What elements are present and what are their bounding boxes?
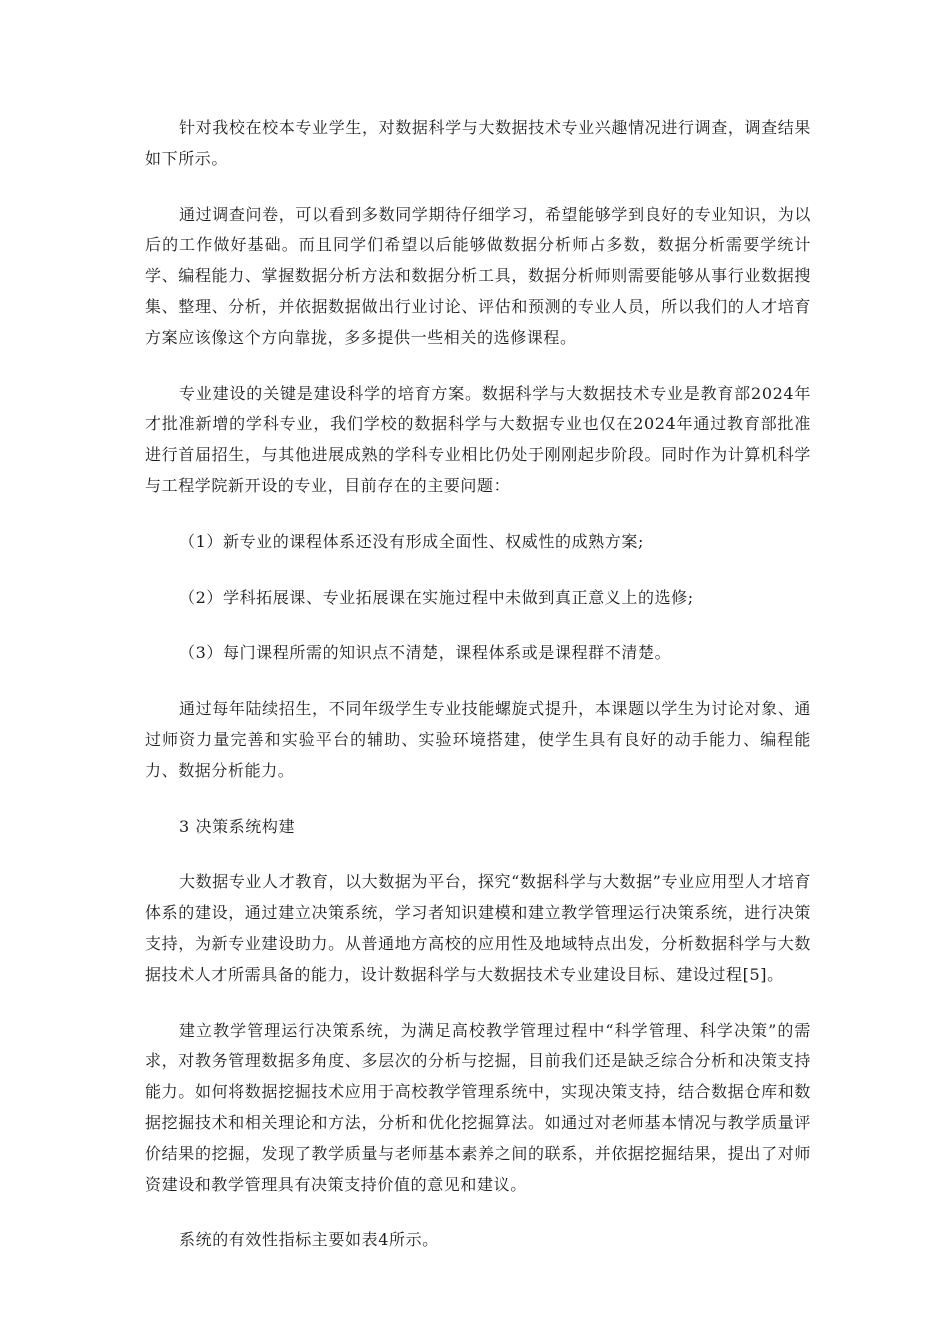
issue-item-1: （1）新专业的课程体系还没有形成全面性、权威性的成熟方案; — [179, 531, 644, 551]
paragraph-teaching-management: 建立教学管理运行决策系统，为满足高校教学管理过程中“科学管理、科学决策”的需求，对教务管理数据多角度、多层次的分析与挖掘，目前我们还是缺乏综合分析和决策支持能力。如何将数据挖掘技术应用于高校教学管理系统中，实现决策支持，结合数据仓库和数据挖掘技术和相关理论和方法，分析和优化挖掘算法。如通过对老师基本情况与教学质量评价结果的挖掘，发现了教学质量与老师基本素养之间的联系，并依据挖掘结果，提出了对师资建设和教学管理具有决策支持价值的意见和建议。 — [145, 1020, 811, 1194]
paragraph-enrollment: 通过每年陆续招生，不同年级学生专业技能螺旋式提升，本课题以学生为讨论对象、通过师资力量完善和实验平台的辅助、实验环境搭建，使学生具有良好的动手能力、编程能力、数据分析能力。 — [145, 699, 811, 780]
section-heading: 3 决策系统构建 — [179, 816, 296, 836]
paragraph-survey-intro: 针对我校在校本专业学生，对数据科学与大数据技术专业兴趣情况进行调查，调查结果如下所示。 — [145, 118, 811, 168]
issue-item-3: （3）每门课程所需的知识点不清楚，课程体系或是课程群不清楚。 — [179, 643, 672, 663]
document-page — [145, 113, 811, 1281]
paragraph-table-reference: 系统的有效性指标主要如表4所示。 — [179, 1230, 439, 1250]
paragraph-program-building: 专业建设的关键是建设科学的培育方案。数据科学与大数据技术专业是教育部2024年才批准新增的学科专业，我们学校的数据科学与大数据专业也仅在2024年通过教育部批准进行首届招生，与其他进展成熟的学科专业相比仍处于刚刚起步阶段。同时作为计算机科学与工程学院新开设的专业，目前存在的主要问题： — [145, 383, 811, 495]
issue-item-2: （2）学科拓展课、专业拓展课在实施过程中未做到真正意义上的选修; — [179, 587, 694, 607]
paragraph-decision-system: 大数据专业人才教育，以大数据为平台，探究“数据科学与大数据”专业应用型人才培育体系的建设，通过建立决策系统，学习者知识建模和建立教学管理运行决策系统，进行决策支持，为新专业建设助力。从普通地方高校的应用性及地域特点出发，分析数据科学与大数据技术人才所需具备的能力，设计数据科学与大数据技术专业建设目标、建设过程[5]。 — [145, 872, 811, 984]
paragraph-survey-result: 通过调查问卷，可以看到多数同学期待仔细学习，希望能够学到良好的专业知识，为以后的工作做好基础。而且同学们希望以后能够做数据分析师占多数，数据分析需要学统计学、编程能力、掌握数据分析方法和数据分析工具，数据分析师则需要能够从事行业数据搜集、整理、分析，并依据数据做出行业讨论、评估和预测的专业人员，所以我们的人才培育方案应该像这个方向靠拢，多多提供一些相关的选修课程。 — [145, 204, 811, 347]
